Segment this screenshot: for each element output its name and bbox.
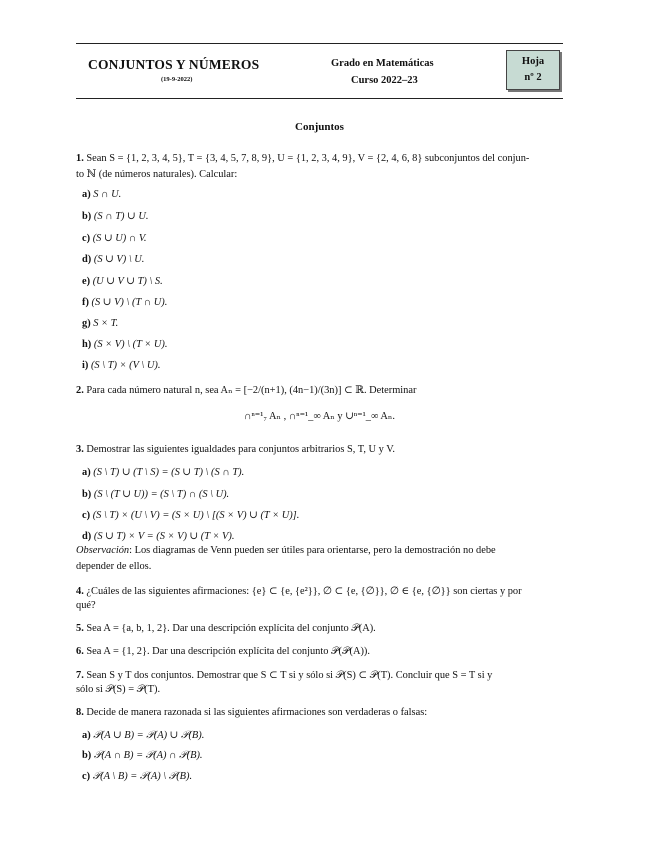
item-label: h) xyxy=(82,339,92,350)
list-item xyxy=(82,530,234,542)
list-item xyxy=(82,771,192,783)
item-label: c) xyxy=(82,233,91,244)
item-label: e) xyxy=(82,276,91,287)
list-item xyxy=(82,210,148,222)
problem-5-line-1 xyxy=(76,623,376,635)
list-item xyxy=(82,466,244,478)
header-bottom-rule xyxy=(76,98,563,99)
academic-year: Curso 2022–23 xyxy=(351,75,418,86)
list-item xyxy=(82,488,229,500)
problem-6-line-1 xyxy=(76,646,370,658)
item-text: (S \ T) × (U \ V) = (S × U) \ [(S × V) ∪ (T × U)]. xyxy=(92,510,300,521)
section-title: Conjuntos xyxy=(295,121,344,133)
problem-1-number: 1. xyxy=(76,153,84,164)
item-text: 𝒫(A ∩ B) = 𝒫(A) ∩ 𝒫(B). xyxy=(93,750,203,761)
list-item xyxy=(82,275,163,287)
item-label: d) xyxy=(82,531,92,542)
degree-name: Grado en Matemáticas xyxy=(331,58,434,69)
item-label: b) xyxy=(82,211,92,222)
sheet-label: Hoja xyxy=(521,56,545,67)
item-label: b) xyxy=(82,750,92,761)
item-label: d) xyxy=(82,254,92,265)
problem-7-line-2: sólo si 𝒫(S) = 𝒫(T). xyxy=(76,684,161,695)
list-item xyxy=(82,232,147,244)
item-text: (S ∪ T) × V = (S × V) ∪ (T × V). xyxy=(93,531,235,542)
item-text: (S × V) \ (T × U). xyxy=(93,339,168,350)
problem-6-text: Sea A = {1, 2}. Dar una descripción explícita del conjunto 𝒫(𝒫(A)). xyxy=(86,646,370,657)
problem-2-display-formula: ∩ⁿ⁼¹₇ Aₙ , ∩ⁿ⁼¹_∞ Aₙ y ∪ⁿ⁼¹_∞ Aₙ. xyxy=(243,411,395,422)
item-text: (S \ T) × (V \ U). xyxy=(90,360,161,371)
problem-2-number: 2. xyxy=(76,385,84,396)
problem-3-text: Demostrar las siguientes igualdades para conjuntos arbitrarios S, T, U y V. xyxy=(86,444,395,455)
problem-7-line-1 xyxy=(76,669,492,682)
problem-4-number: 4. xyxy=(76,586,84,597)
item-text: (S \ (T ∪ U)) = (S \ T) ∩ (S \ U). xyxy=(93,489,230,500)
item-text: S ∩ U. xyxy=(93,189,122,200)
problem-2-line-1 xyxy=(76,384,416,396)
item-label: a) xyxy=(82,467,91,478)
problem-8-line-1 xyxy=(76,707,427,718)
problem-6-number: 6. xyxy=(76,646,84,657)
problem-5-text: Sea A = {a, b, 1, 2}. Dar una descripción explícita del conjunto 𝒫(A). xyxy=(86,623,376,634)
problem-3-number: 3. xyxy=(76,444,84,455)
list-item xyxy=(82,509,299,521)
problem-1-text: Sean S = {1, 2, 3, 4, 5}, T = {3, 4, 5, 7, 8, 9}, U = {1, 2, 3, 4, 9}, V = {2, 4, 6, 8} subconjuntos del conjun- xyxy=(86,153,530,164)
item-label: a) xyxy=(82,189,91,200)
item-text: (S ∪ V) \ U. xyxy=(93,254,145,265)
list-item xyxy=(82,360,160,371)
item-text: (S ∪ U) ∩ V. xyxy=(92,233,147,244)
problem-7-text: Sean S y T dos conjuntos. Demostrar que S ⊂ T si y sólo si 𝒫(S) ⊂ 𝒫(T). Concluir que S = T si y xyxy=(86,670,493,681)
observation-label: Observación xyxy=(76,545,130,556)
problem-5-number: 5. xyxy=(76,623,84,634)
item-label: f) xyxy=(82,297,89,308)
item-text: 𝒫(A \ B) = 𝒫(A) \ 𝒫(B). xyxy=(92,771,193,782)
item-label: c) xyxy=(82,771,91,782)
problem-3-line-1 xyxy=(76,444,395,455)
problem-7-number: 7. xyxy=(76,670,84,681)
list-item xyxy=(82,253,144,265)
item-text: (S ∩ T) ∪ U. xyxy=(93,211,149,222)
list-item xyxy=(82,750,203,762)
problem-1-line-2: to ℕ (de números naturales). Calcular: xyxy=(76,169,238,180)
item-text: (S ∪ V) \ (T ∩ U). xyxy=(91,297,168,308)
problem-4-line-1 xyxy=(76,585,522,597)
observation-line-2: depender de ellos. xyxy=(76,561,152,572)
problem-8-number: 8. xyxy=(76,707,84,718)
problem-1-line-1 xyxy=(76,153,529,164)
sheet-badge xyxy=(506,50,560,90)
course-title: CONJUNTOS Y NÚMEROS xyxy=(88,57,260,72)
header-top-rule xyxy=(76,43,563,44)
observation-line-1 xyxy=(76,545,496,556)
problem-2-text: Para cada número natural n, sea Aₙ = [−2/(n+1), (4n−1)/(3n)] ⊂ ℝ. Determinar xyxy=(86,385,417,396)
observation-text: : Los diagramas de Venn pueden ser útiles para orientarse, pero la demostración no debe xyxy=(129,545,496,556)
item-label: i) xyxy=(82,360,89,371)
list-item xyxy=(82,729,204,742)
list-item xyxy=(82,189,121,200)
item-text: (U ∪ V ∪ T) \ S. xyxy=(92,276,163,287)
problem-4-line-2: qué? xyxy=(76,600,96,611)
item-label: b) xyxy=(82,489,92,500)
header-date: (19-9-2022) xyxy=(161,76,193,83)
list-item xyxy=(82,318,118,329)
item-text: (S \ T) ∪ (T \ S) = (S ∪ T) \ (S ∩ T). xyxy=(93,467,245,478)
item-text: 𝒫(A ∪ B) = 𝒫(A) ∪ 𝒫(B). xyxy=(93,730,205,741)
item-label: g) xyxy=(82,318,91,329)
sheet-number: nº 2 xyxy=(524,72,542,83)
item-label: c) xyxy=(82,510,91,521)
problem-8-text: Decide de manera razonada si las siguientes afirmaciones son verdaderas o falsas: xyxy=(86,707,428,718)
item-text: S × T. xyxy=(93,318,119,329)
problem-4-text: ¿Cuáles de las siguientes afirmaciones: {e} ⊂ {e, {e²}}, ∅ ⊂ {e, {∅}}, ∅ ∈ {e, {∅}} son ciertas y por xyxy=(86,586,522,597)
list-item xyxy=(82,339,167,350)
item-label: a) xyxy=(82,730,91,741)
list-item xyxy=(82,296,167,308)
